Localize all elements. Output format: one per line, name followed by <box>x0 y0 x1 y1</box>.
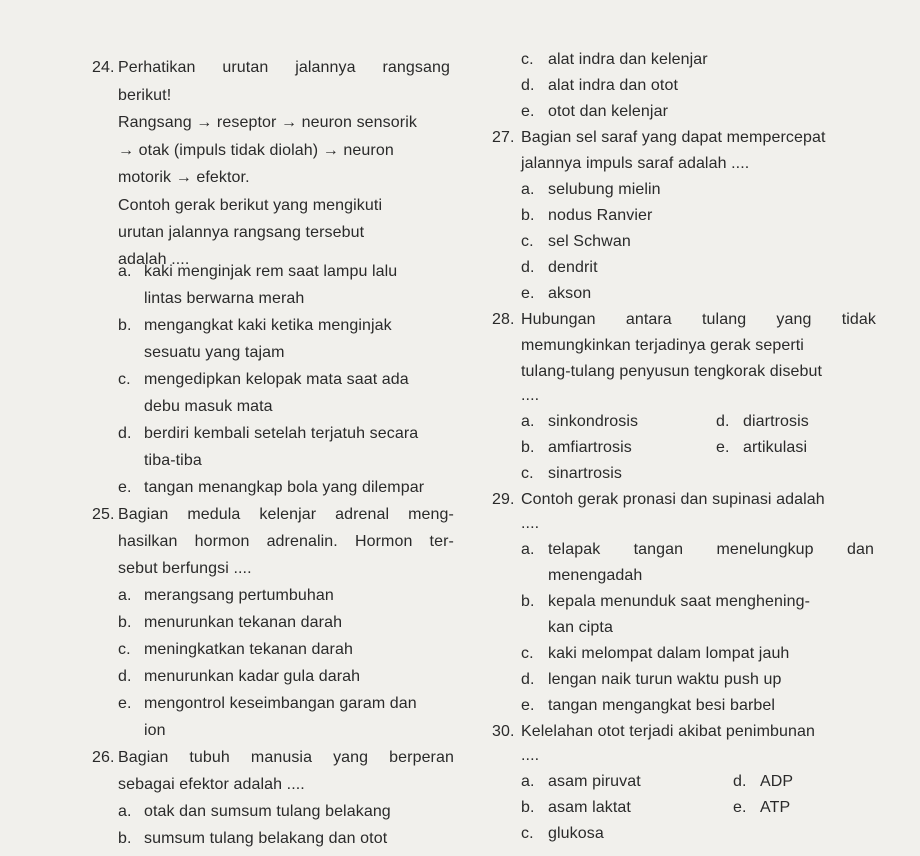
option-text: kaki menginjak rem saat lampu lalu <box>144 263 398 280</box>
option-text: sel Schwan <box>548 233 631 250</box>
question-stem-line: adalah .... <box>118 251 190 268</box>
question-stem-line: .... <box>521 515 540 532</box>
option-letter: a. <box>118 587 132 604</box>
question-stem-line: .... <box>521 747 540 764</box>
option-text: dendrit <box>548 259 598 276</box>
option-letter: d. <box>733 773 747 790</box>
option-letter: e. <box>716 439 730 456</box>
option-text: sinkondrosis <box>548 413 639 430</box>
option-text: glukosa <box>548 825 604 842</box>
option-text: alat indra dan kelenjar <box>548 51 708 68</box>
option-letter: a. <box>118 803 132 820</box>
option-text: kan cipta <box>548 619 613 636</box>
question-number: 30. <box>492 723 515 740</box>
question-stem-line: Bagian medula kelenjar adrenal meng- <box>118 506 454 523</box>
option-letter: e. <box>521 697 535 714</box>
question-stem-line: tulang-tulang penyusun tengkorak disebut <box>521 363 823 380</box>
option-text: sinartrosis <box>548 465 623 482</box>
option-letter: d. <box>521 259 535 276</box>
question-stem-line: motorik → efektor. <box>118 169 250 186</box>
option-text: tangan mengangkat besi barbel <box>548 697 776 714</box>
question-stem-line: sebut berfungsi .... <box>118 560 252 577</box>
option-letter: b. <box>521 207 535 224</box>
option-text: merangsang pertumbuhan <box>144 587 334 604</box>
option-letter: c. <box>118 371 131 388</box>
question-stem-line: hasilkan hormon adrenalin. Hormon ter- <box>118 533 454 550</box>
option-letter: c. <box>118 641 131 658</box>
question-number: 28. <box>492 311 515 328</box>
option-letter: d. <box>521 77 535 94</box>
question-number: 24. <box>92 59 115 76</box>
option-letter: b. <box>118 830 132 847</box>
option-text: telapak tangan menelungkup dan <box>548 541 874 558</box>
option-letter: e. <box>118 479 132 496</box>
option-text: otot dan kelenjar <box>548 103 669 120</box>
option-letter: e. <box>521 285 535 302</box>
option-letter: c. <box>521 51 534 68</box>
option-letter: b. <box>118 614 132 631</box>
question-number: 29. <box>492 491 515 508</box>
question-stem-line: Bagian tubuh manusia yang berperan <box>118 749 454 766</box>
option-text: ADP <box>760 773 794 790</box>
option-letter: c. <box>521 645 534 662</box>
question-stem-line: Kelelahan otot terjadi akibat penimbunan <box>521 723 815 740</box>
option-text: lintas berwarna merah <box>144 290 305 307</box>
option-text: alat indra dan otot <box>548 77 678 94</box>
question-stem-line: Rangsang → reseptor → neuron sensorik <box>118 114 417 131</box>
option-letter: c. <box>521 465 534 482</box>
option-letter: d. <box>118 668 132 685</box>
option-text: ion <box>144 722 166 739</box>
question-stem-line: .... <box>521 387 540 404</box>
option-text: sesuatu yang tajam <box>144 344 285 361</box>
option-letter: c. <box>521 825 534 842</box>
option-text: akson <box>548 285 592 302</box>
option-text: ATP <box>760 799 791 816</box>
option-letter: b. <box>521 799 535 816</box>
option-text: debu masuk mata <box>144 398 273 415</box>
option-letter: a. <box>521 413 535 430</box>
option-text: diartrosis <box>743 413 809 430</box>
option-letter: c. <box>521 233 534 250</box>
option-text: menurunkan tekanan darah <box>144 614 343 631</box>
option-letter: a. <box>118 263 132 280</box>
option-text: asam piruvat <box>548 773 641 790</box>
option-text: menurunkan kadar gula darah <box>144 668 361 685</box>
question-stem-line: Perhatikan urutan jalannya rangsang <box>118 59 450 76</box>
option-letter: d. <box>521 671 535 688</box>
option-text: mengedipkan kelopak mata saat ada <box>144 371 409 388</box>
option-letter: a. <box>521 181 535 198</box>
option-text: kaki melompat dalam lompat jauh <box>548 645 790 662</box>
option-letter: b. <box>118 317 132 334</box>
question-number: 25. <box>92 506 115 523</box>
option-letter: e. <box>521 103 535 120</box>
question-stem-line: urutan jalannya rangsang tersebut <box>118 224 365 241</box>
option-letter: d. <box>118 425 132 442</box>
question-stem-line: Hubungan antara tulang yang tidak <box>521 311 876 328</box>
question-stem-line: memungkinkan terjadinya gerak seperti <box>521 337 804 354</box>
question-stem-line: Contoh gerak pronasi dan supinasi adalah <box>521 491 825 508</box>
question-stem-line: jalannya impuls saraf adalah .... <box>521 155 750 172</box>
option-letter: a. <box>521 541 535 558</box>
option-letter: d. <box>716 413 730 430</box>
question-stem-line: sebagai efektor adalah .... <box>118 776 305 793</box>
option-letter: b. <box>521 439 535 456</box>
option-text: artikulasi <box>743 439 808 456</box>
option-text: berdiri kembali setelah terjatuh secara <box>144 425 419 442</box>
option-text: meningkatkan tekanan darah <box>144 641 353 658</box>
option-text: asam laktat <box>548 799 631 816</box>
question-number: 27. <box>492 129 515 146</box>
option-text: otak dan sumsum tulang belakang <box>144 803 391 820</box>
option-letter: e. <box>733 799 747 816</box>
option-text: tiba-tiba <box>144 452 202 469</box>
question-stem-line: Contoh gerak berikut yang mengikuti <box>118 197 383 214</box>
question-stem-line: Bagian sel saraf yang dapat mempercepat <box>521 129 826 146</box>
question-number: 26. <box>92 749 115 766</box>
option-text: mengangkat kaki ketika menginjak <box>144 317 392 334</box>
option-letter: b. <box>521 593 535 610</box>
option-text: nodus Ranvier <box>548 207 653 224</box>
option-text: amfiartrosis <box>548 439 632 456</box>
option-text: kepala menunduk saat menghening- <box>548 593 811 610</box>
question-stem-line: → otak (impuls tidak diolah) → neuron <box>118 142 394 159</box>
option-text: mengontrol keseimbangan garam dan <box>144 695 417 712</box>
option-letter: e. <box>118 695 132 712</box>
option-text: tangan menangkap bola yang dilempar <box>144 479 425 496</box>
option-text: sumsum tulang belakang dan otot <box>144 830 388 847</box>
question-stem-line: berikut! <box>118 87 172 104</box>
option-text: menengadah <box>548 567 643 584</box>
option-letter: a. <box>521 773 535 790</box>
option-text: selubung mielin <box>548 181 661 198</box>
option-text: lengan naik turun waktu push up <box>548 671 782 688</box>
